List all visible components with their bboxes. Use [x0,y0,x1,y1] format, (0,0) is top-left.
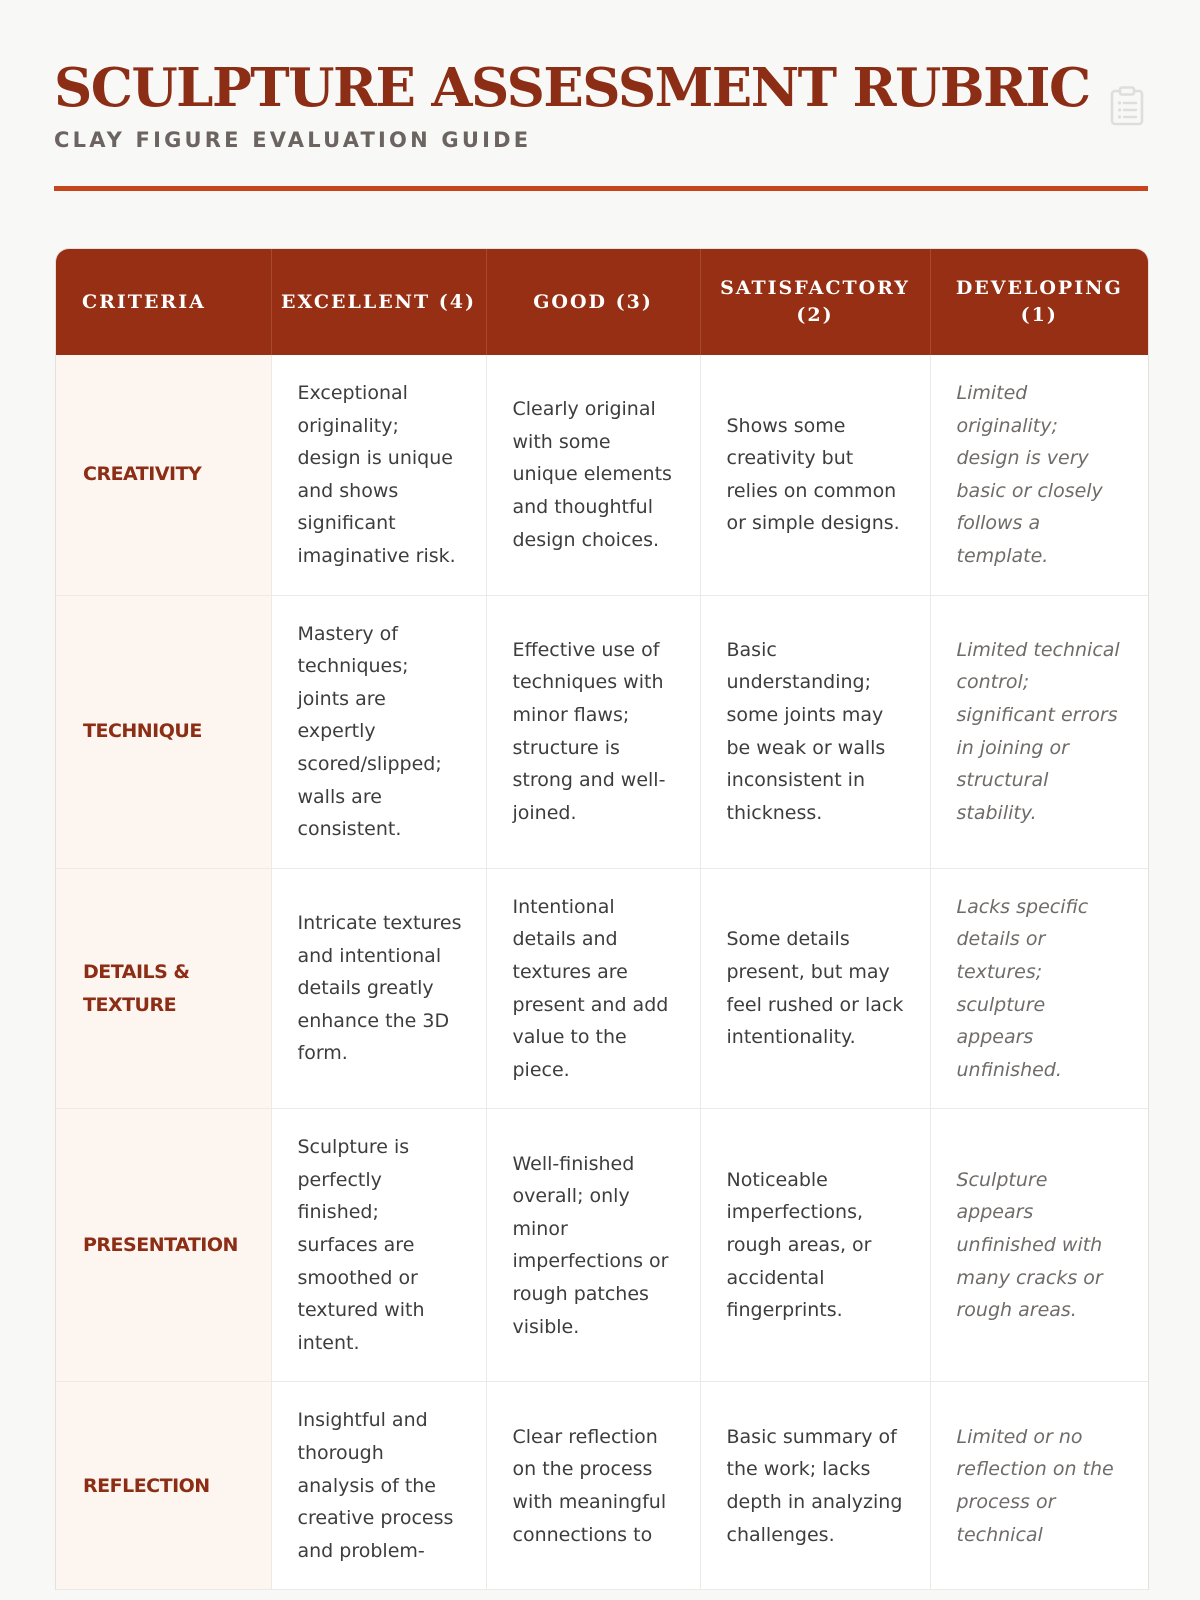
good-cell: Effective use of techniques with minor flaws; structure is strong and well-joined. [486,595,700,868]
criteria-cell: DETAILS & TEXTURE [56,868,271,1109]
column-header-satisfactory: SATISFACTORY (2) [700,249,930,355]
table-row [56,355,1148,595]
page-subtitle: CLAY FIGURE EVALUATION GUIDE [54,128,532,152]
page-header [54,52,1148,156]
page-title: SCULPTURE ASSESSMENT RUBRIC [54,57,1090,119]
developing-cell: Limited or no reflection on the process or technical [930,1382,1148,1590]
satisfactory-cell: Noticeable imperfections, rough areas, or accidental fingerprints. [700,1109,930,1382]
table-row [56,1382,1148,1590]
criteria-cell: CREATIVITY [56,355,271,595]
column-header-excellent: EXCELLENT (4) [271,249,486,355]
satisfactory-cell: Basic summary of the work; lacks depth in analyzing challenges. [700,1382,930,1590]
criteria-cell: TECHNIQUE [56,595,271,868]
developing-cell: Limited technical control; significant errors in joining or structural stability. [930,595,1148,868]
good-cell: Clear reflection on the process with meaningful connections to [486,1382,700,1590]
developing-cell: Lacks specific details or textures; sculpture appears unfinished. [930,868,1148,1109]
column-header-criteria: CRITERIA [56,249,271,355]
good-cell: Clearly original with some unique elements and thoughtful design choices. [486,355,700,595]
table-header-row [56,249,1148,355]
excellent-cell: Exceptional originality; design is unique and shows significant imaginative risk. [271,355,486,595]
clipboard-icon [1110,86,1144,126]
column-header-developing: DEVELOPING (1) [930,249,1148,355]
satisfactory-cell: Some details present, but may feel rushed or lack intentionality. [700,868,930,1109]
excellent-cell: Intricate textures and intentional details greatly enhance the 3D form. [271,868,486,1109]
developing-cell: Limited originality; design is very basic or closely follows a template. [930,355,1148,595]
developing-cell: Sculpture appears unfinished with many cracks or rough areas. [930,1109,1148,1382]
good-cell: Well-finished overall; only minor imperfections or rough patches visible. [486,1109,700,1382]
table-row [56,868,1148,1109]
table-row [56,595,1148,868]
criteria-cell: REFLECTION [56,1382,271,1590]
header-divider [54,186,1148,191]
excellent-cell: Insightful and thorough analysis of the creative process and problem- [271,1382,486,1590]
excellent-cell: Mastery of techniques; joints are expertly scored/slipped; walls are consistent. [271,595,486,868]
excellent-cell: Sculpture is perfectly finished; surfaces are smoothed or textured with intent. [271,1109,486,1382]
column-header-good: GOOD (3) [486,249,700,355]
satisfactory-cell: Basic understanding; some joints may be weak or walls inconsistent in thickness. [700,595,930,868]
satisfactory-cell: Shows some creativity but relies on common or simple designs. [700,355,930,595]
good-cell: Intentional details and textures are present and add value to the piece. [486,868,700,1109]
rubric-table [56,249,1148,1590]
criteria-cell: PRESENTATION [56,1109,271,1382]
table-row [56,1109,1148,1382]
rubric-table-container [55,248,1149,1590]
